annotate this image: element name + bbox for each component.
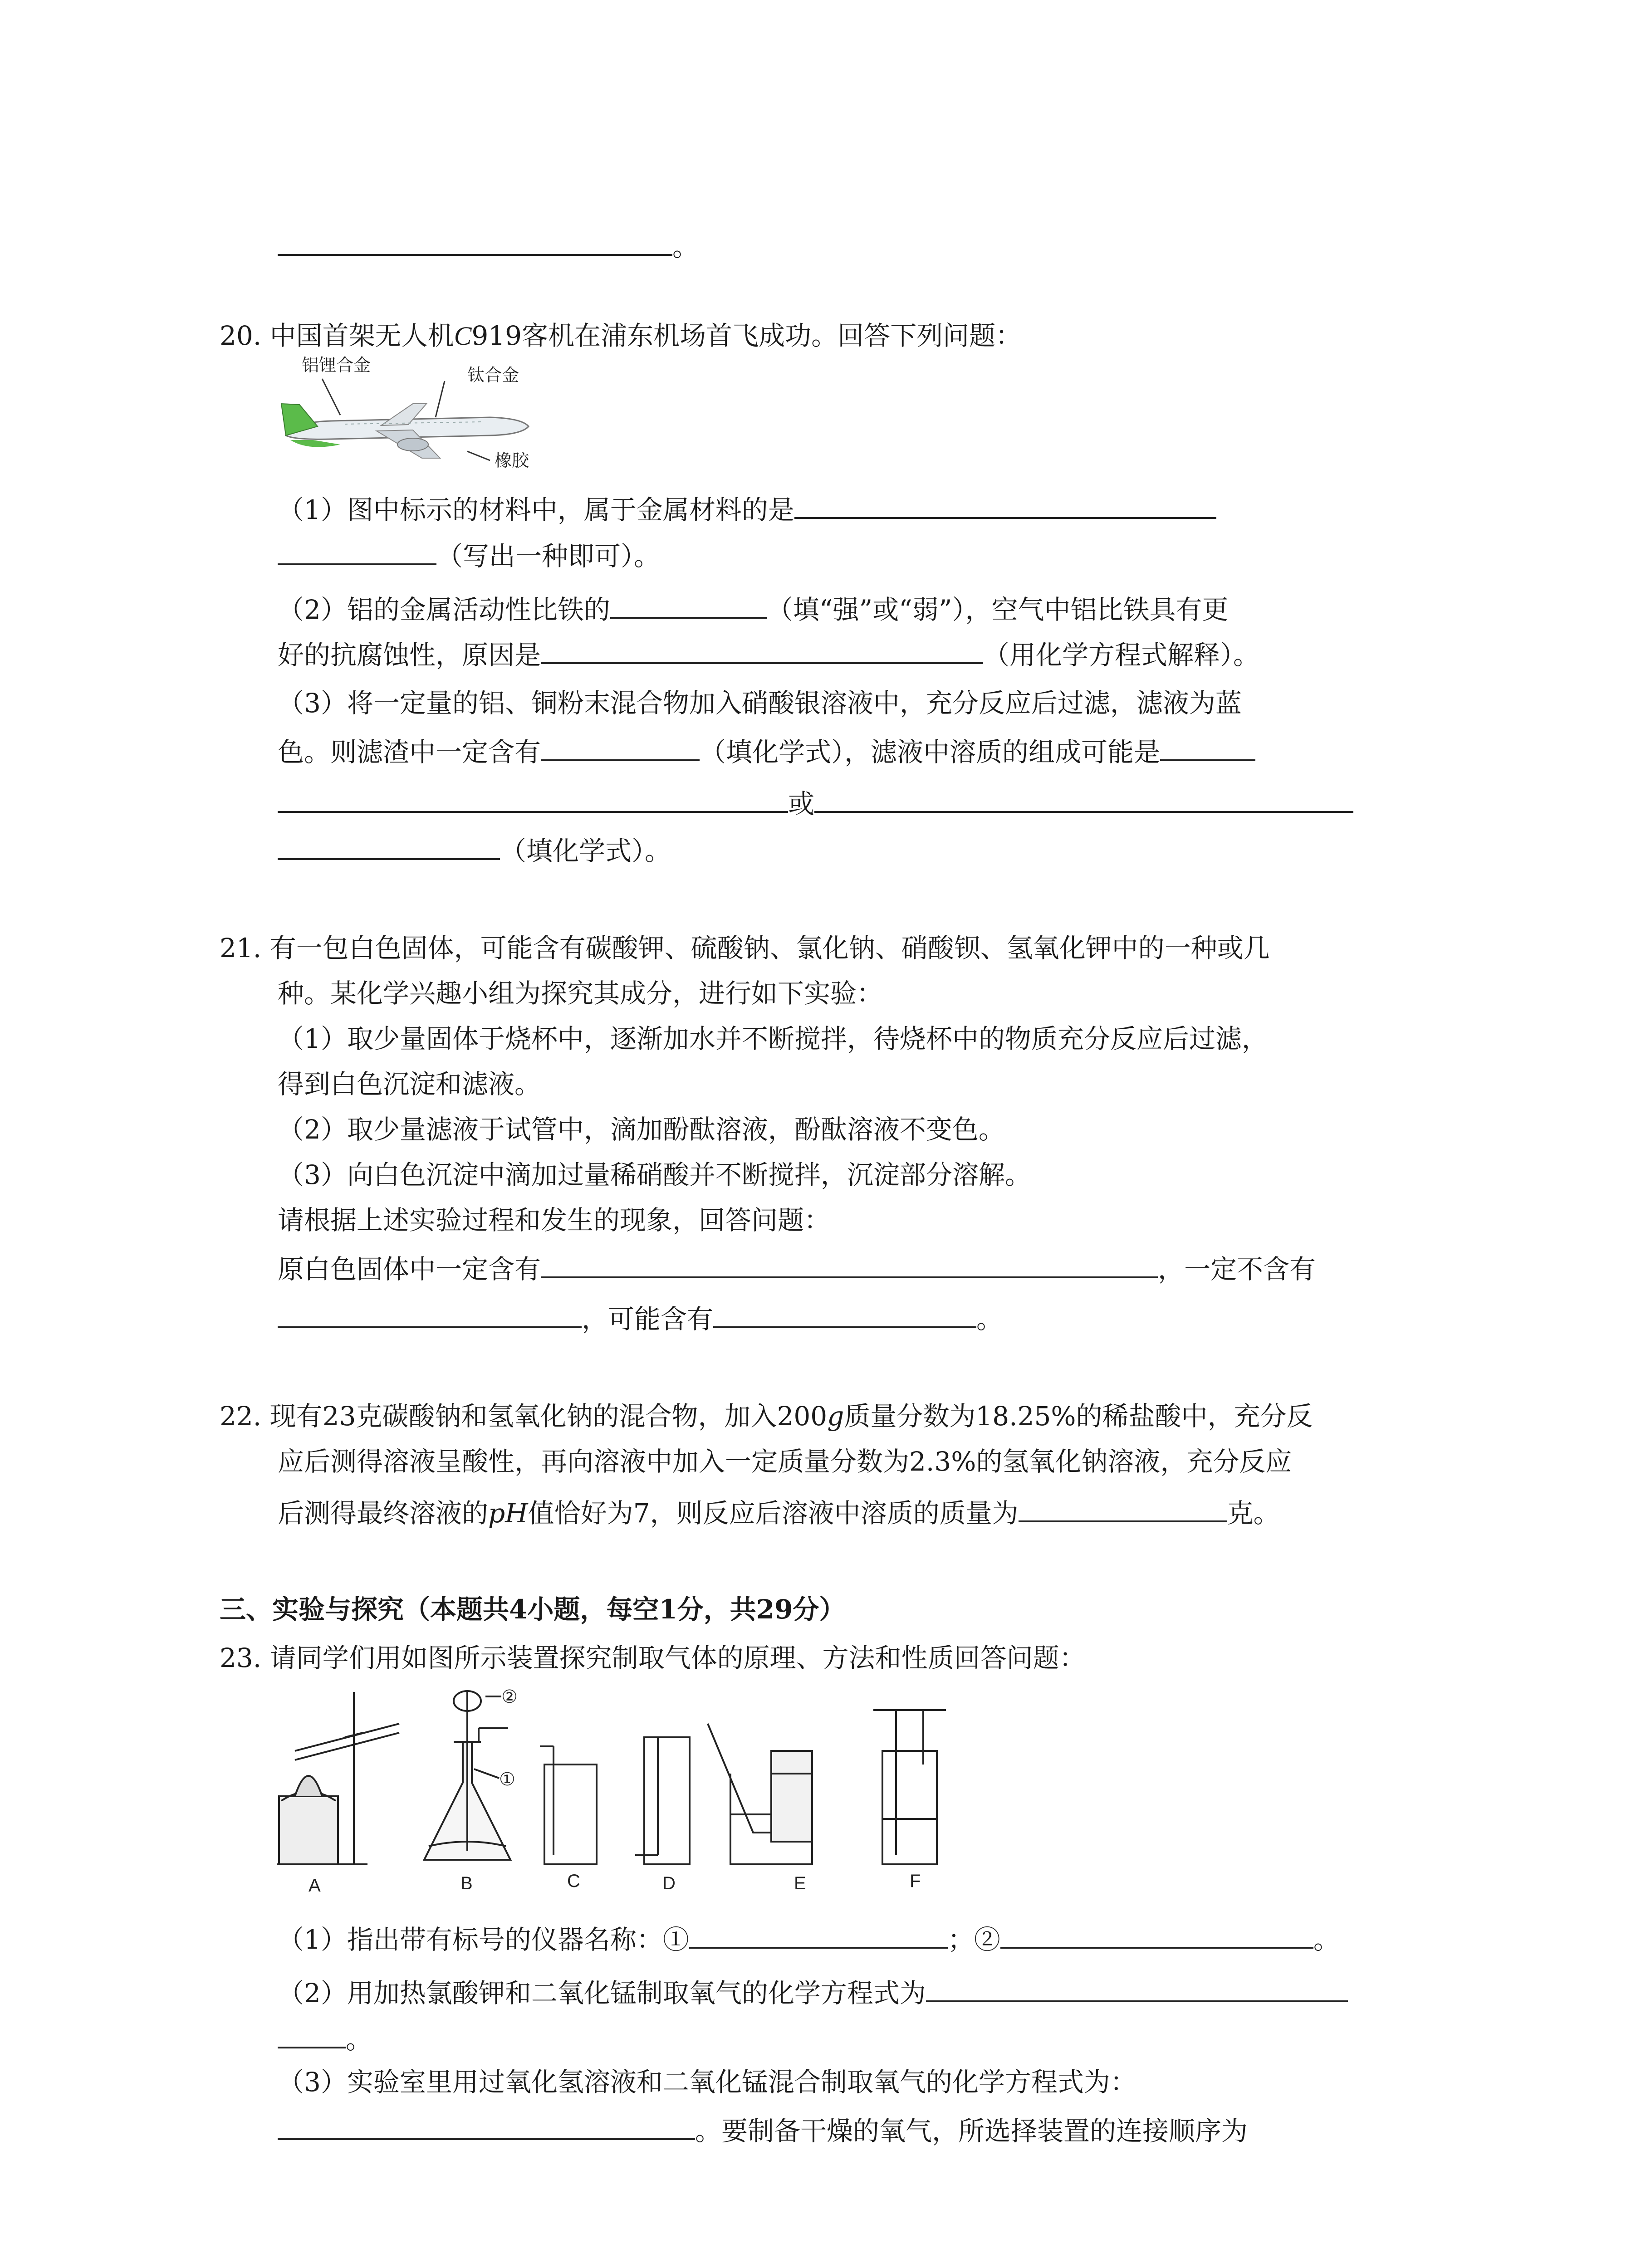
q23-part2-line1: （2）用加热氯酸钾和二氧化锰制取氧气的化学方程式为 (278, 1972, 1348, 2011)
answer-blank[interactable] (278, 226, 672, 256)
airplane-figure (277, 354, 540, 472)
answer-blank[interactable] (541, 1248, 1158, 1278)
top-tail: 。 (672, 231, 699, 262)
q20-part2-line1: （2）铝的金属活动性比铁的 （填“强”或“弱”），空气中铝比铁具有更 (278, 589, 1229, 628)
apparatus-label-a: A (309, 1876, 321, 1896)
answer-blank[interactable] (278, 1298, 582, 1328)
q20-part3-line2: 色。则滤渣中一定含有 （填化学式），滤液中溶质的组成可能是 (278, 731, 1255, 770)
q21-line4: 得到白色沉淀和滤液。 (278, 1069, 541, 1100)
answer-blank[interactable] (1160, 731, 1255, 761)
top-continuation-line (278, 226, 699, 265)
answer-blank[interactable] (713, 1298, 976, 1328)
answer-blank[interactable] (278, 2110, 695, 2140)
answer-blank[interactable] (278, 535, 436, 565)
q21-line1: 21. 有一包白色固体，可能含有碳酸钾、硫酸钠、氯化钠、硝酸钡、氢氧化钾中的一种或几 (220, 933, 1270, 963)
answer-blank[interactable] (926, 1972, 1348, 2002)
apparatus-figure (272, 1683, 985, 1896)
q21-line3: （1）取少量固体于烧杯中，逐渐加水并不断搅拌，待烧杯中的物质充分反应后过滤， (278, 1023, 1268, 1054)
apparatus-label-f: F (910, 1871, 921, 1891)
q23-stem: 23. 请同学们用如图所示装置探究制取气体的原理、方法和性质回答问题： (220, 1642, 1086, 1673)
q20-part3-line3: 或 (278, 783, 1353, 822)
q21-line6: （3）向白色沉淀中滴加过量稀硝酸并不断搅拌，沉淀部分溶解。 (278, 1159, 1031, 1190)
apparatus-label-d: D (662, 1873, 676, 1893)
q20-part1-line2: （写出一种即可）。 (278, 535, 660, 574)
q20-part3-line1: （3）将一定量的铝、铜粉末混合物加入硝酸银溶液中，充分反应后过滤，滤液为蓝 (278, 688, 1242, 719)
q20-part1-line1: （1）图中标示的材料中，属于金属材料的是 (278, 489, 1216, 528)
q21-line2: 种。某化学兴趣小组为探究其成分，进行如下实验： (278, 978, 883, 1009)
apparatus-label-b: B (460, 1873, 473, 1893)
q23-part2-line2: 。 (278, 2019, 372, 2058)
apparatus-label-c: C (567, 1871, 580, 1891)
answer-blank[interactable] (278, 830, 500, 860)
answer-blank[interactable] (541, 731, 700, 761)
answer-blank[interactable] (1019, 1492, 1227, 1522)
q21-line5: （2）取少量滤液于试管中，滴加酚酞溶液，酚酞溶液不变色。 (278, 1114, 1005, 1145)
q20-part3-line4: （填化学式）。 (278, 830, 671, 869)
section-heading: 三、实验与探究（本题共4小题，每空1分，共29分） (220, 1594, 846, 1625)
apparatus-mark-2: ② (501, 1687, 518, 1707)
answer-blank[interactable] (1000, 1919, 1313, 1949)
apparatus-label-e: E (794, 1873, 806, 1893)
q21-line8: 原白色固体中一定含有 ，一定不含有 (278, 1248, 1316, 1287)
q21-line9: ，可能含有 。 (278, 1298, 1003, 1337)
q23-part1: （1）指出带有标号的仪器名称：① ；② 。 (278, 1919, 1340, 1958)
answer-blank[interactable] (541, 634, 983, 664)
apparatus-mark-1: ① (499, 1769, 515, 1789)
q22-line2: 应后测得溶液呈酸性，再向溶液中加入一定质量分数为2.3%的氢氧化钠溶液，充分反应 (278, 1446, 1292, 1477)
answer-blank[interactable] (794, 489, 1216, 519)
answer-blank[interactable] (278, 2019, 346, 2048)
q23-part3-line1: （3）实验室里用过氧化氢溶液和二氧化锰混合制取氧气的化学方程式为： (278, 2067, 1136, 2097)
q20-stem: 20. 中国首架无人机C919客机在浦东机场首飞成功。回答下列问题： (220, 320, 1022, 351)
answer-blank[interactable] (814, 783, 1353, 813)
answer-blank[interactable] (278, 783, 788, 813)
answer-blank[interactable] (610, 589, 767, 619)
airplane-label-al-li: 铝锂合金 (302, 356, 371, 375)
airplane-label-ti: 钛合金 (467, 366, 519, 385)
answer-blank[interactable] (689, 1919, 948, 1949)
q22-line3: 后测得最终溶液的pH值恰好为7，则反应后溶液中溶质的质量为 克。 (278, 1492, 1280, 1531)
q23-part3-line2: 。要制备干燥的氧气，所选择装置的连接顺序为 (278, 2110, 1248, 2149)
airplane-label-rubber: 橡胶 (495, 451, 529, 470)
q20-part2-line2: 好的抗腐蚀性，原因是 （用化学方程式解释）。 (278, 634, 1259, 673)
q22-line1: 22. 现有23克碳酸钠和氢氧化钠的混合物，加入200g质量分数为18.25%的稀盐酸中，充分反 (220, 1401, 1313, 1432)
q21-line7: 请根据上述实验过程和发生的现象，回答问题： (278, 1205, 831, 1236)
